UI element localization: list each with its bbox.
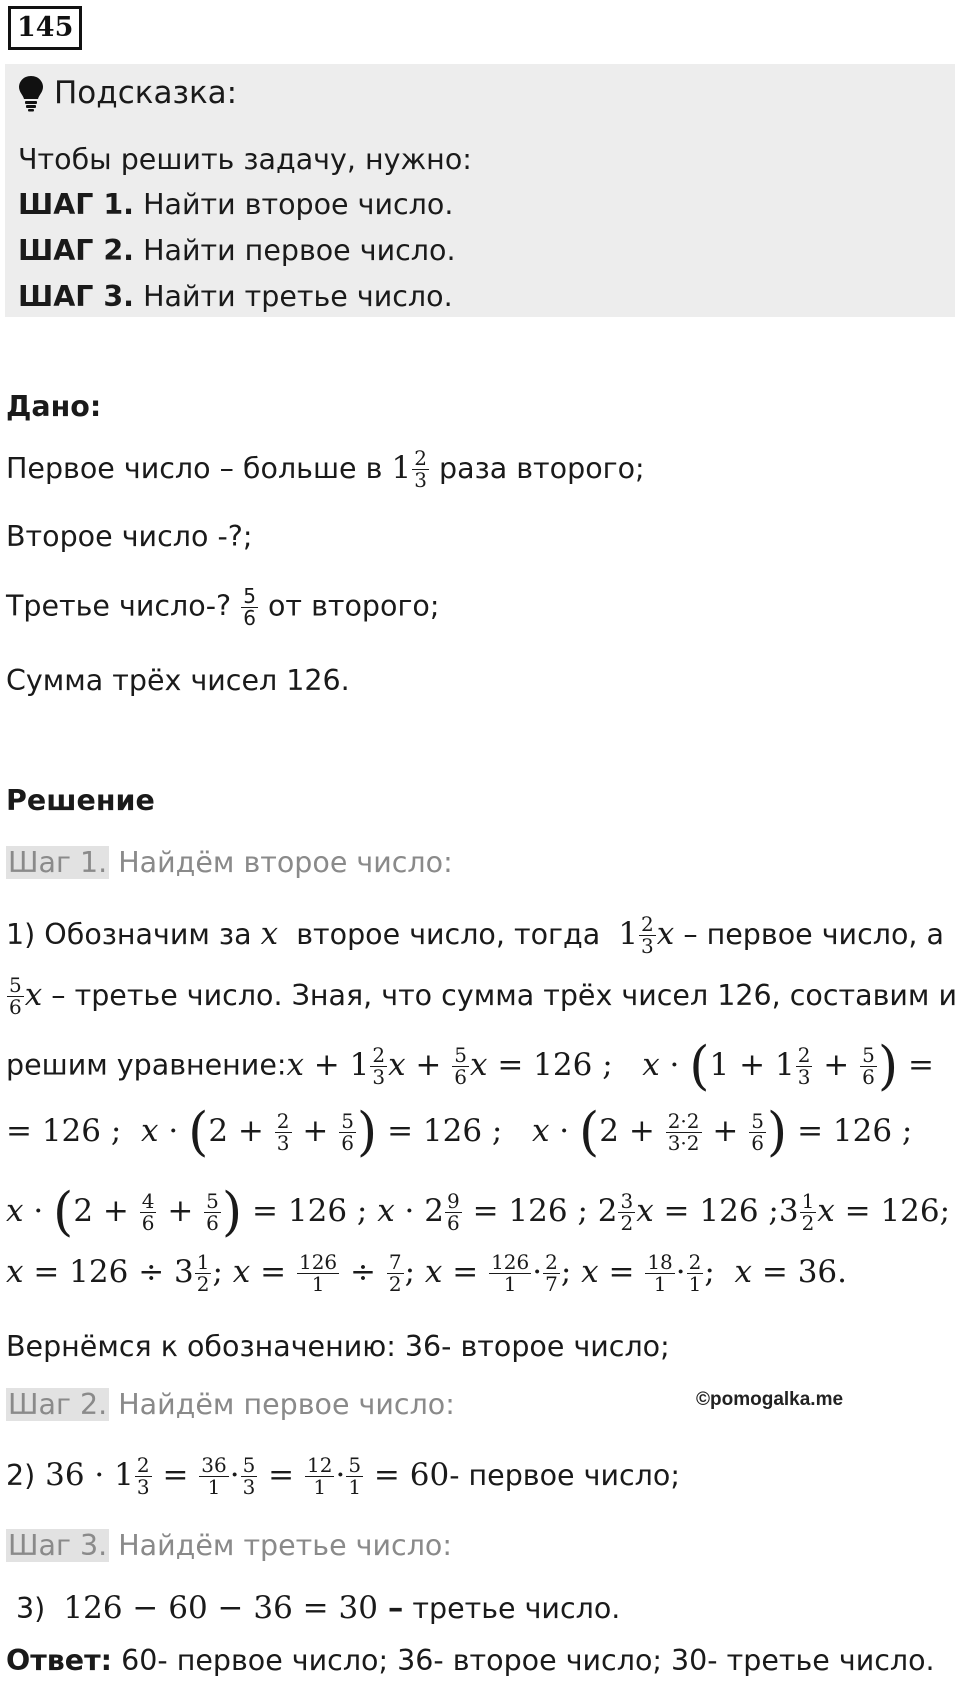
solution-line-2 (6, 975, 957, 1018)
hint-step-1 (18, 188, 453, 221)
solution-line-4 (6, 1102, 913, 1162)
hint-title: Подсказка: (54, 75, 238, 111)
step-3-header (6, 1529, 452, 1562)
solution-line-5 (6, 1182, 951, 1242)
math-expression: 2) 36 · 1 $\frac{2}{3}$ = $\frac{36}{1}$ · $\frac{5}{3}$ = $\frac{12}{1}$ · $\frac{5}{1}$ = 60 (6, 1453, 450, 1499)
step-label: Шаг 1. (8, 846, 108, 879)
solution-text: – первое число, а (683, 918, 944, 951)
given-text: от второго; (267, 589, 440, 623)
hint-intro: Чтобы решить задачу, нужно: (18, 143, 472, 176)
solution-title: Решение (6, 784, 155, 817)
step-label: Шаг 2. (8, 1388, 108, 1421)
given-line-2: Второе число -?; (6, 520, 253, 553)
return-line: Вернёмся к обозначению: 36- второе число; (6, 1330, 670, 1363)
hint-step-text: Найти первое число. (143, 234, 456, 267)
math-expression: 1 $\frac{2}{3}$ x (618, 912, 675, 958)
solution-text: – третье число. Зная, что сумма трёх чисел 126, составим и (51, 979, 957, 1012)
step-text: Найдём третье число: (118, 1529, 452, 1562)
step-text: Найдём второе число: (118, 846, 453, 879)
solution-text: 1) Обозначим за (6, 918, 252, 951)
solution-line-3 (6, 1036, 934, 1096)
hint-step-label: ШАГ 2. (18, 234, 135, 267)
solution-text: - первое число; (449, 1459, 680, 1492)
step-2-header (6, 1388, 455, 1421)
given-text: раза второго; (439, 452, 645, 485)
solution-line-1 (6, 914, 944, 957)
math-var: x (260, 916, 279, 952)
given-title: Дано: (6, 390, 102, 423)
fraction: $\frac{5}{6}$ (243, 584, 256, 630)
given-text: Первое число – больше в (6, 452, 383, 485)
hint-header (18, 74, 237, 112)
math-expression: x = 126 ÷ 3 $\frac{1}{2}$ ; x = $\frac{126}{1}$ ÷ $\frac{7}{2}$ ; x = $\frac{126}{1}$ · $\frac{2}{7}$ ; x = $\frac{18}{1}$ · $\frac{2}{1}$ ; x = 36. (6, 1250, 847, 1296)
solution-text: второе число, тогда (296, 918, 601, 951)
step-label: Шаг 3. (8, 1529, 108, 1562)
answer-label: Ответ: (6, 1644, 113, 1677)
math-expression: $\frac{5}{6}$ x (9, 973, 43, 1019)
hint-step-text: Найти второе число. (143, 188, 454, 221)
hint-step-2 (18, 234, 456, 267)
step-3-calc (16, 1590, 620, 1626)
step-2-calc (6, 1455, 680, 1498)
step-1-header (6, 846, 453, 879)
step-text: Найдём первое число: (118, 1388, 455, 1421)
hint-step-label: ШАГ 3. (18, 280, 135, 313)
answer-line (6, 1644, 935, 1677)
solution-text: 3) (16, 1592, 46, 1625)
math-expression: 126 − 60 − 36 = 30 – (63, 1590, 404, 1626)
math-expression: x · (2 + $\frac{4}{6}$ + $\frac{5}{6}$ ) = 126 ; x · 2 $\frac{9}{6}$ = 126 ; 2 $\frac{3}{2}$ x = 126 ;3 $\frac{1}{2}$ x = 126; (6, 1182, 951, 1242)
problem-number: 145 (8, 6, 82, 50)
given-line-1 (6, 448, 645, 491)
solution-text: решим уравнение: (6, 1048, 287, 1082)
hint-step-text: Найти третье число. (143, 280, 453, 313)
math-expression: = 126 ; x · (2 + $\frac{2}{3}$ + $\frac{5}{6}$ ) = 126 ; x · (2 + $\frac{2\cdot 2}{3\cdot 2}$ + $\frac{5}{6}$ ) = 126 ; (6, 1102, 913, 1162)
answer-text: 60- первое число; 36- второе число; 30- третье число. (121, 1644, 935, 1677)
given-line-3 (6, 586, 439, 629)
solution-text: третье число. (412, 1592, 621, 1625)
mixed-number: 1 $\frac{2}{3}$ (391, 446, 427, 492)
lightbulb-icon (18, 74, 44, 112)
copyright: ©pomogalka.me (696, 1389, 844, 1410)
solution-line-6 (6, 1252, 847, 1295)
hint-step-3 (18, 280, 453, 313)
math-expression: x + 1 $\frac{2}{3}$ x + $\frac{5}{6}$ x = 126 ; x · (1 + 1 $\frac{2}{3}$ + $\frac{5}{6}$ ) = (286, 1036, 934, 1096)
given-text: Третье число-? (6, 589, 232, 623)
given-line-4: Сумма трёх чисел 126. (6, 664, 350, 697)
hint-step-label: ШАГ 1. (18, 188, 135, 221)
